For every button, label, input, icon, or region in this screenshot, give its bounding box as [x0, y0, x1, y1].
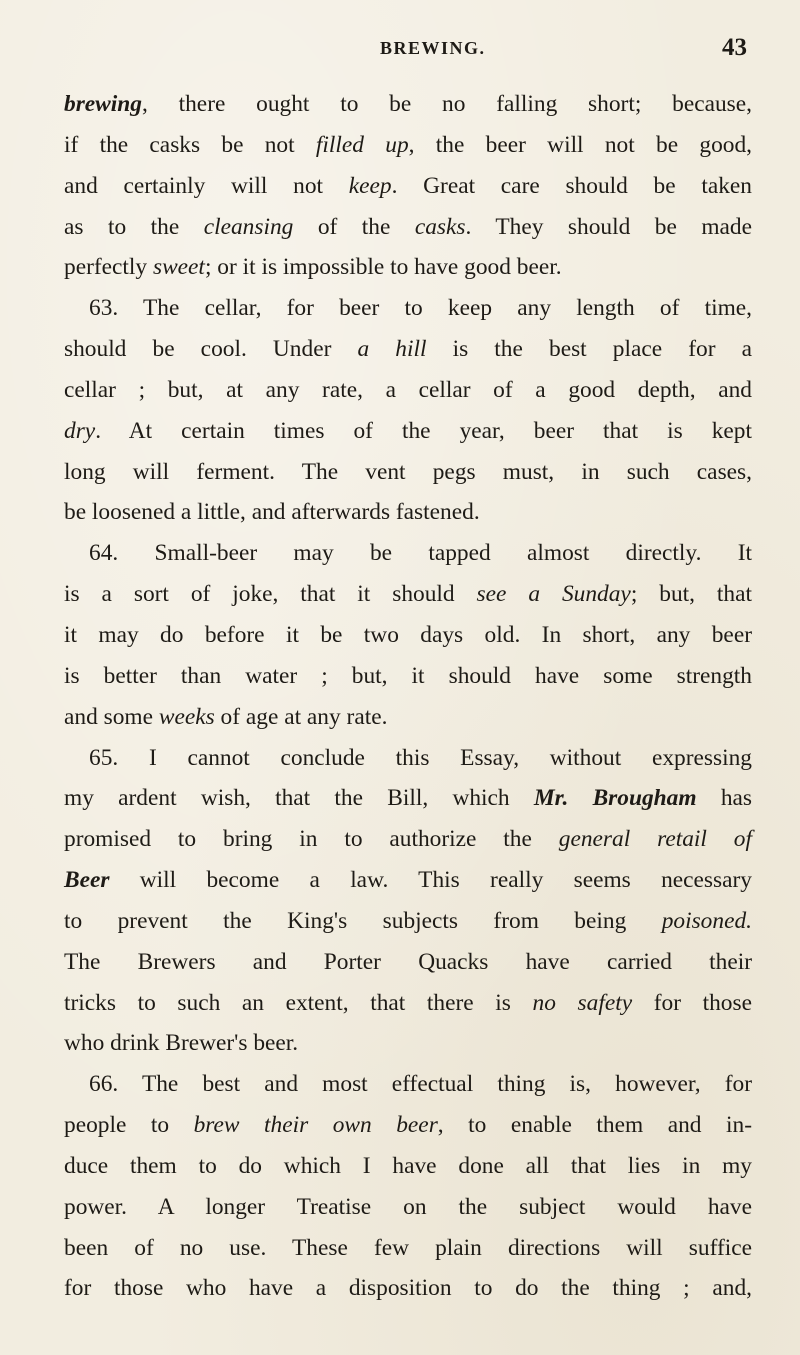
text-line	[64, 125, 752, 166]
text-segment: , there ought to be no falling short; because,	[141, 91, 752, 117]
text-line	[64, 1023, 752, 1064]
text-segment: people to	[64, 1112, 194, 1139]
text-segment: The Brewers and Porter Quacks have carried their	[64, 948, 752, 975]
italic-text: brew their own beer	[193, 1112, 438, 1139]
text-segment: of age at any rate.	[214, 703, 388, 730]
text-segment: . They should be made	[465, 213, 752, 240]
text-segment: as to the	[64, 213, 204, 240]
text-line	[64, 288, 752, 329]
text-segment: for those	[632, 989, 752, 1016]
text-segment: is the best place for a	[426, 336, 752, 363]
text-segment: has	[696, 785, 753, 812]
italic-text: sweet	[152, 254, 205, 281]
text-line	[64, 1105, 752, 1146]
text-line	[64, 452, 752, 493]
text-segment: promised to bring in to authorize the	[64, 826, 559, 853]
text-line	[64, 778, 752, 819]
text-line	[64, 207, 752, 248]
text-segment: 64. Small-beer may be tapped almost directly. It	[89, 540, 752, 567]
text-segment: been of no use. These few plain directions will suffice	[64, 1234, 752, 1261]
text-line	[64, 983, 752, 1024]
italic-text: Mr. Brougham	[533, 785, 697, 812]
text-segment: , the beer will not be good,	[408, 131, 752, 158]
text-line	[64, 533, 752, 574]
text-segment: long will ferment. The vent pegs must, in such cases,	[64, 458, 752, 485]
text-line	[64, 1268, 752, 1309]
text-segment: for those who have a disposition to do the thing ; and,	[64, 1275, 752, 1302]
italic-text: keep	[348, 172, 392, 199]
text-line	[64, 656, 752, 697]
italic-text: weeks	[158, 703, 215, 730]
body-text	[64, 84, 752, 1309]
text-line	[64, 329, 752, 370]
italic-text: filled up	[315, 131, 409, 158]
italic-text: see a Sunday	[476, 581, 631, 608]
text-line	[64, 247, 752, 288]
text-line	[64, 697, 752, 738]
italic-text: casks	[414, 213, 466, 240]
text-line	[64, 370, 752, 411]
text-segment: duce them to do which I have done all that lies in my	[64, 1152, 752, 1179]
text-line	[64, 615, 752, 656]
text-line	[64, 1228, 752, 1269]
italic-text: no safety	[532, 989, 633, 1016]
text-segment: and certainly will not	[64, 172, 349, 199]
text-line	[64, 942, 752, 983]
text-line	[64, 574, 752, 615]
text-line	[64, 738, 752, 779]
running-head: BREWING.	[380, 38, 486, 58]
text-line	[64, 1146, 752, 1187]
italic-text: a hill	[357, 336, 427, 363]
text-segment: should be cool. Under	[64, 336, 358, 363]
text-line	[64, 411, 752, 452]
italic-text: poisoned.	[661, 907, 752, 934]
text-line	[64, 819, 752, 860]
text-segment: 63. The cellar, for beer to keep any length of time,	[89, 295, 752, 322]
text-line	[64, 492, 752, 533]
text-segment: tricks to such an extent, that there is	[64, 989, 533, 1016]
text-line	[64, 84, 752, 125]
text-segment: ; but, that	[630, 581, 752, 608]
page-number: 43	[722, 34, 747, 61]
italic-text: general retail of	[558, 826, 752, 853]
text-segment: , to enable them and in-	[437, 1112, 752, 1139]
text-segment: . Great care should be taken	[391, 172, 752, 199]
text-segment: who drink Brewer's beer.	[64, 1030, 299, 1057]
text-segment: ; or it is impossible to have good beer.	[204, 254, 562, 281]
text-segment: is a sort of joke, that it should	[64, 581, 477, 608]
text-segment: it may do before it be two days old. In short, any beer	[64, 621, 752, 648]
text-segment: is better than water ; but, it should have some strength	[64, 662, 752, 689]
page-header	[0, 34, 800, 64]
text-segment: cellar ; but, at any rate, a cellar of a good depth, and	[64, 376, 752, 403]
text-segment: 65. I cannot conclude this Essay, without expressing	[89, 744, 752, 771]
italic-text: Beer	[64, 867, 110, 894]
text-line	[64, 860, 752, 901]
text-segment: will become a law. This really seems necessary	[109, 867, 752, 894]
italic-text: cleansing	[203, 213, 294, 240]
text-segment: my ardent wish, that the Bill, which	[64, 785, 534, 812]
text-line	[64, 166, 752, 207]
text-segment: to prevent the King's subjects from being	[64, 907, 662, 934]
italic-text: dry	[64, 417, 96, 444]
text-segment: . At certain times of the year, beer that is kept	[95, 417, 752, 444]
text-segment: and some	[64, 703, 159, 730]
text-line	[64, 1064, 752, 1105]
text-segment: if the casks be not	[64, 131, 316, 158]
text-line	[64, 901, 752, 942]
text-segment: power. A longer Treatise on the subject would have	[64, 1193, 752, 1220]
text-segment: perfectly	[64, 254, 153, 281]
text-line	[64, 1187, 752, 1228]
text-segment: of the	[293, 213, 415, 240]
text-segment: 66. The best and most effectual thing is, however, for	[89, 1071, 752, 1098]
text-segment: be loosened a little, and afterwards fastened.	[64, 499, 480, 526]
italic-text: brewing	[64, 91, 142, 117]
